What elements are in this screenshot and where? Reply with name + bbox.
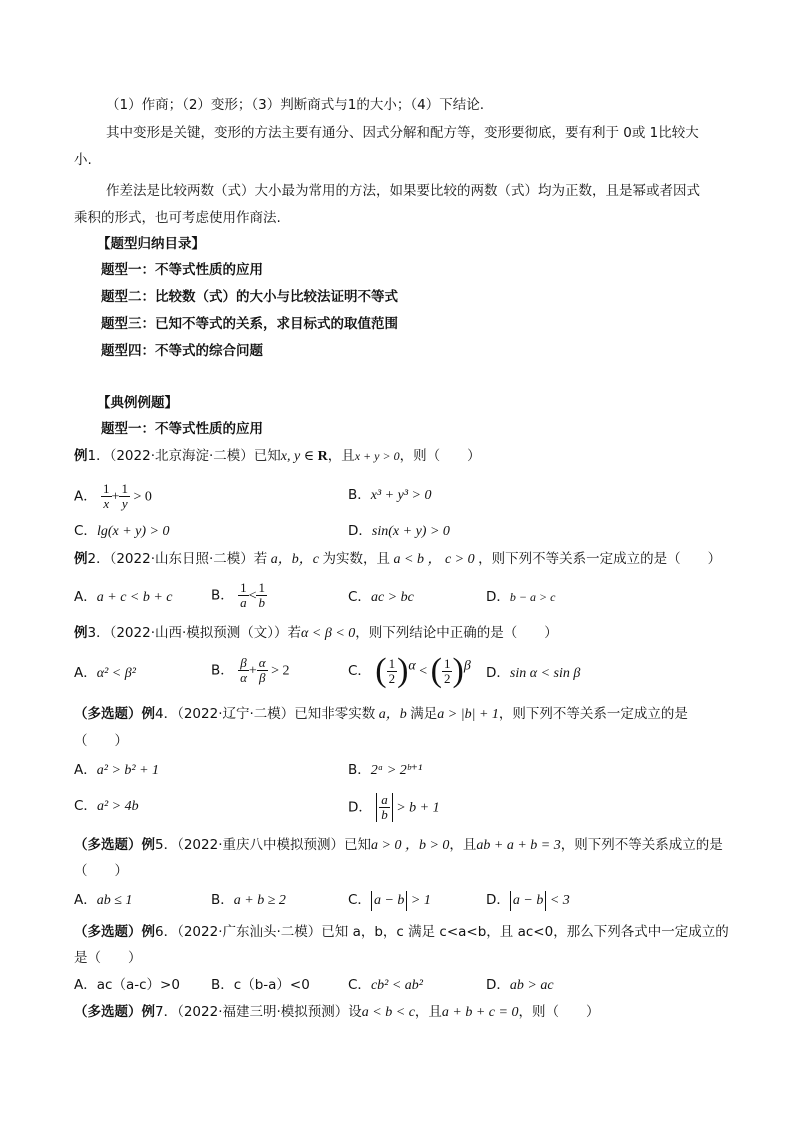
condition-expr: a + b + c = 0	[441, 1005, 519, 1020]
stem-tail: ，则（ ）	[399, 448, 481, 464]
fraction-one-half: $\frac{1}{2}$	[443, 655, 451, 686]
catalog-item-2: 题型二：比较数（式）的大小与比较法证明不等式	[101, 289, 398, 305]
stem-tail: ，则下列不等关系一定成立的是	[498, 706, 688, 722]
option-expr: > 1	[407, 893, 431, 908]
option-label: B．	[211, 662, 234, 679]
ex1-option-d	[348, 521, 450, 542]
option-label: B．	[348, 487, 371, 503]
ex6-option-c	[348, 975, 423, 996]
stem-text: （2022·辽宁·二模）已知非零实数	[177, 706, 376, 722]
ex4-option-a	[74, 760, 159, 781]
option-label: A．	[74, 665, 97, 681]
option-label: D．	[348, 523, 372, 539]
example-label: 例	[74, 625, 88, 641]
stem-text: （2022·重庆八中模拟预测）已知	[177, 837, 371, 853]
vars-abc: a，b，c	[267, 552, 323, 567]
stem-text: （2022·山东日照·二模）若	[109, 551, 268, 567]
multi-select-tag: （多选题）	[74, 924, 142, 940]
example-5-blank: （ ）	[74, 863, 128, 879]
example-source: （2022·北京海淀·二模）已知	[109, 448, 281, 464]
option-label: C．	[348, 977, 371, 993]
multi-select-tag: （多选题）	[74, 706, 142, 722]
option-label: C．	[74, 523, 97, 539]
stem-text: ，且	[449, 837, 477, 853]
condition-expr: x + y > 0	[354, 449, 400, 463]
ex4-option-c	[74, 796, 139, 817]
option-label: D．	[486, 589, 510, 605]
option-expr: 2ᵃ > 2ᵇ⁺¹	[370, 763, 423, 778]
catalog-item-3: 题型三：已知不等式的关系，求目标式的取值范围	[101, 316, 398, 332]
option-label: D．	[348, 799, 372, 816]
ex3-option-b: B． $\frac{\beta}{\alpha}$ + $\frac{\alpha}{\beta}$ > 2	[211, 655, 290, 685]
condition-expr: ab + a + b = 3	[476, 838, 561, 853]
example-6-stem	[74, 923, 729, 941]
reals-symbol: R	[317, 449, 328, 464]
para2-line2: 乘积的形式，也可考虑使用作商法.	[74, 210, 281, 226]
option-expr: a + c < b + c	[96, 590, 173, 605]
option-label: A．	[74, 977, 97, 993]
option-expr: lg(x + y) > 0	[96, 524, 170, 539]
steps-line: （1）作商；（2）变形；（3）判断商式与1的大小；（4）下结论.	[106, 97, 484, 113]
stem-text: （2022·福建三明·模拟预测）设	[177, 1004, 362, 1020]
ex4-option-b	[348, 760, 422, 781]
example-3-stem	[74, 624, 558, 643]
option-expr: ac > bc	[370, 590, 414, 605]
example-1-stem	[74, 447, 481, 466]
element-of-symbol: ∈	[300, 449, 318, 464]
ex2-option-d	[486, 587, 555, 607]
stem-text: ，且	[414, 1004, 442, 1020]
example-7-stem	[74, 1003, 599, 1022]
condition-expr: a > |b| + 1	[437, 707, 499, 722]
ex1-option-a: A． $\frac{1}{x}$ + $\frac{1}{y}$ > 0	[74, 481, 152, 511]
multi-select-tag: （多选题）	[74, 1004, 142, 1020]
option-label: B．	[211, 892, 234, 908]
stem-text: 为实数，且	[322, 551, 391, 567]
fraction-one-half: $\frac{1}{2}$	[388, 655, 396, 686]
stem-tail: ，则下列不等关系一定成立的是（ ）	[478, 551, 722, 567]
examples-heading: 【典例例题】	[97, 395, 178, 411]
ex3-option-d	[486, 663, 580, 684]
absolute-value-a-over-b	[376, 793, 393, 822]
option-expr: α² < β²	[96, 666, 136, 681]
fraction-a-over-b: $\frac{a}{b}$	[381, 792, 388, 822]
catalog-item-1: 题型一：不等式性质的应用	[101, 262, 263, 278]
example-number: 2．	[87, 551, 110, 567]
option-label: C．	[348, 663, 371, 679]
fraction-1-over-y: $\frac{1}{y}$	[121, 481, 128, 511]
ex1-option-b	[348, 485, 431, 506]
option-expr: a² > b² + 1	[96, 763, 160, 778]
ex6-option-d	[486, 975, 554, 996]
condition-expr: a > 0 ，b > 0	[371, 838, 450, 853]
option-expr: ab ≤ 1	[96, 893, 133, 908]
para2-line1: 作差法是比较两数（式）大小最为常用的方法，如果要比较的两数（式）均为正数，且是幂或者因式	[106, 183, 700, 199]
example-label: 例	[141, 924, 155, 940]
example-number: 1．	[87, 448, 110, 464]
ex6-option-a	[74, 975, 180, 995]
option-expr: sin α < sin β	[509, 666, 581, 681]
vars-xy: x, y	[280, 449, 301, 464]
example-4-blank: （ ）	[74, 733, 128, 749]
example-number: 4．	[155, 706, 178, 722]
stem-text: （2022·广东汕头·二模）已知 a，b，c 满足 c<a<b，且 ac<0，那么下列各式中一定成立的	[177, 924, 729, 940]
example-number: 5．	[155, 837, 178, 853]
option-expr: ac（a-c）>0	[96, 977, 180, 993]
ex5-option-d	[486, 890, 570, 911]
stem-tail: ，则下列不等关系成立的是	[560, 837, 723, 853]
stem-text: （2022·山西·模拟预测（文））若	[109, 625, 302, 641]
type1-subheading: 题型一：不等式性质的应用	[101, 421, 263, 437]
vars-ab: a，b	[375, 707, 411, 722]
absolute-value-a-minus-b: a − b	[371, 891, 407, 911]
option-label: D．	[486, 892, 510, 908]
option-expr: c（b-a）<0	[233, 977, 310, 993]
ex5-option-b	[211, 890, 286, 911]
multi-select-tag: （多选题）	[74, 837, 142, 853]
catalog-item-4: 题型四：不等式的综合问题	[101, 343, 263, 359]
para1-line2: 小.	[74, 152, 92, 168]
ex3-option-a	[74, 663, 136, 684]
condition-expr: a < b < c	[361, 1005, 415, 1020]
ex2-option-a	[74, 587, 173, 608]
absolute-value-a-minus-b: a − b	[510, 891, 546, 911]
fraction-1-over-b: $\frac{1}{b}$	[258, 580, 265, 610]
option-expr: > b + 1	[392, 800, 440, 816]
ex6-option-b	[211, 975, 310, 995]
example-4-stem	[74, 705, 688, 724]
option-label: B．	[211, 587, 234, 604]
option-expr: a + b ≥ 2	[233, 893, 286, 908]
option-label: B．	[211, 977, 234, 993]
example-number: 7．	[155, 1004, 178, 1020]
ex5-option-c	[348, 890, 431, 911]
example-number: 3．	[87, 625, 110, 641]
ex5-option-a	[74, 890, 132, 911]
ex4-option-d	[348, 793, 440, 822]
example-label: 例	[74, 551, 88, 567]
example-label: 例	[141, 837, 155, 853]
stem-text: 满足	[410, 706, 438, 722]
condition-expr: a < b ， c > 0	[390, 552, 479, 567]
fraction-1-over-a: $\frac{1}{a}$	[240, 580, 247, 610]
option-label: A．	[74, 488, 97, 505]
stem-tail: ，则（ ）	[518, 1004, 600, 1020]
example-5-stem	[74, 836, 723, 855]
ex3-option-c: C． ( $\frac{1}{2}$ )$^\alpha$ < ( $\frac{1}{2}$ )$^\beta$	[348, 652, 471, 689]
example-label: 例	[74, 448, 88, 464]
option-expr: < 3	[546, 893, 570, 908]
option-label: A．	[74, 762, 97, 778]
catalog-heading: 【题型归纳目录】	[97, 236, 205, 252]
example-label: 例	[141, 1004, 155, 1020]
option-label: A．	[74, 892, 97, 908]
option-label: B．	[348, 762, 371, 778]
option-label: A．	[74, 589, 97, 605]
fraction-1-over-x: $\frac{1}{x}$	[103, 481, 110, 511]
option-label: D．	[486, 977, 510, 993]
example-number: 6．	[155, 924, 178, 940]
example-2-stem	[74, 550, 721, 569]
option-expr: ab > ac	[509, 978, 554, 993]
ex2-option-b: B． $\frac{1}{a}$ < $\frac{1}{b}$	[211, 580, 265, 610]
condition-expr: α < β < 0	[301, 626, 356, 641]
example-label: 例	[141, 706, 155, 722]
option-label: C．	[74, 798, 97, 814]
ex2-option-c	[348, 587, 414, 608]
fraction-beta-over-alpha: $\frac{\beta}{\alpha}$	[240, 655, 247, 685]
option-label: D．	[486, 665, 510, 681]
example-6-blank: 是（ ）	[74, 950, 142, 966]
option-expr: a² > 4b	[96, 799, 139, 814]
stem-connector: ，且	[327, 448, 355, 464]
option-expr: b − a > c	[509, 590, 556, 604]
stem-tail: ，则下列结论中正确的是（ ）	[355, 625, 558, 641]
option-expr: x³ + y³ > 0	[370, 488, 432, 503]
ex1-option-c	[74, 521, 169, 542]
para1-line1: 其中变形是关键，变形的方法主要有通分、因式分解和配方等，变形要彻底，要有利于 0或 1比较大	[106, 125, 699, 141]
option-expr: cb² < ab²	[370, 978, 423, 993]
option-label: C．	[348, 589, 371, 605]
option-expr: sin(x + y) > 0	[371, 524, 450, 539]
fraction-alpha-over-beta: $\frac{\alpha}{\beta}$	[258, 655, 266, 685]
option-label: C．	[348, 892, 371, 908]
